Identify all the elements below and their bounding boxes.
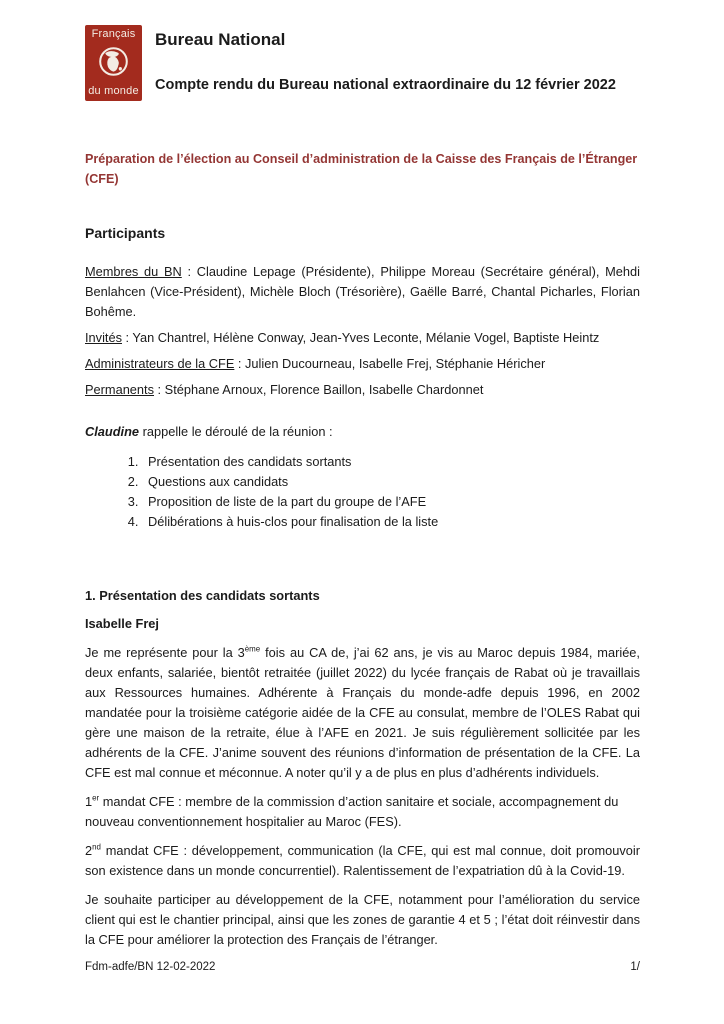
globe-icon [97,45,130,81]
page-number: 1/ [630,961,640,973]
agenda-item: 2. Questions aux candidats [142,472,640,492]
group-label: Membres du BN [85,264,182,279]
participants-group-members [85,262,640,322]
logo-text-bottom: du monde [88,85,139,97]
logo-text-top: Français [91,28,136,40]
francais-du-monde-logo [85,25,142,101]
agenda-intro [85,422,640,442]
ordinal-superscript: nd [92,842,101,852]
subject-line: Préparation de l’élection au Conseil d’administration de la Caisse des Français de l’Étranger (CFE) [85,152,638,186]
header-titles [155,25,616,93]
candidate-name: Isabelle Frej [85,616,159,631]
paragraph-text: Je me représente pour la 3 [85,645,245,660]
document-subtitle: Compte rendu du Bureau national extraordinaire du 12 février 2022 [155,77,616,93]
participants-group-invites [85,328,640,348]
agenda-item: 3. Proposition de liste de la part du groupe de l’AFE [142,492,640,512]
agenda-intro-text: rappelle le déroulé de la réunion : [139,424,333,439]
second-mandate-paragraph [85,841,640,881]
group-names: : Claudine Lepage (Présidente), Philippe Moreau (Secrétaire général), Mehdi Benlahcen (Vice-Président), Michèle Bloch (Trésorière), Gaëlle Barré, Chantal Picharles, Florian Bohême. [85,264,641,319]
paragraph-text: fois au CA de, j’ai 62 ans, je vis au Maroc depuis 1984, mariée, deux enfants, salariée, bientôt retraitée (juillet 2022) du lycée français de Rabat où je travaillais aux Ressources humaines. Adhérente à Français du monde-adfe depuis 1996, en 2002 mandatée pour la troisième catégorie aidée de la CFE au consulat, membre de l’OLES Rabat qui gère une maison de la retraite, élue à l’AFE en 2021. Je suis régulièrement sollicitée par les adhérents de la CFE. J’anime souvent des réunions d’information de présentation de la CFE. La CFE est mal connue et méconnue. A noter qu’il y a de plus en plus d’adhérents individuels. [85,645,640,780]
participants-group-permanents [85,380,640,400]
agenda-item: 4. Délibérations à huis-clos pour finalisation de la liste [142,512,640,532]
participants-group-administrateurs [85,354,640,374]
agenda-item: 1. Présentation des candidats sortants [142,452,640,472]
group-names: : Julien Ducourneau, Isabelle Frej, Stéphanie Héricher [234,356,546,371]
speaker-name: Claudine [85,424,140,439]
paragraph-text: mandat CFE : membre de la commission d’action sanitaire et sociale, accompagnement du nouveau conventionnement hospitalier au Maroc (FES). [85,794,619,829]
section-heading: 1. Présentation des candidats sortants [85,588,320,603]
goal-paragraph: Je souhaite participer au développement de la CFE, notamment pour l’amélioration du service client qui est le chantier principal, ainsi que les zones de garantie 4 et 5 ; l’état doit réinvestir dans la CFE pour améliorer la protection des Français de l’étranger. [85,892,640,947]
document-title: Bureau National [155,30,286,49]
group-label: Invités [85,330,122,345]
group-names: : Stéphane Arnoux, Florence Baillon, Isabelle Chardonnet [154,382,484,397]
paragraph-text: 1 [85,794,93,809]
paragraph-text: mandat CFE : développement, communication (la CFE, qui est mal connue, doit promouvoir son existence dans un monde concurrentiel). Ralentissement de l’expatriation dû à la Covid-19. [85,843,640,878]
agenda-list [85,452,640,532]
page-footer [85,961,640,973]
participants-heading: Participants [85,225,166,241]
ordinal-superscript: er [92,793,100,803]
first-mandate-paragraph [85,792,640,832]
document-header [85,25,640,101]
candidate-intro-paragraph [85,643,640,783]
group-label: Administrateurs de la CFE [85,356,235,371]
footer-reference: Fdm-adfe/BN 12-02-2022 [85,961,216,973]
group-label: Permanents [85,382,154,397]
group-names: : Yan Chantrel, Hélène Conway, Jean-Yves Leconte, Mélanie Vogel, Baptiste Heintz [122,330,600,345]
paragraph-text: 2 [85,843,93,858]
ordinal-superscript: ème [244,644,261,654]
